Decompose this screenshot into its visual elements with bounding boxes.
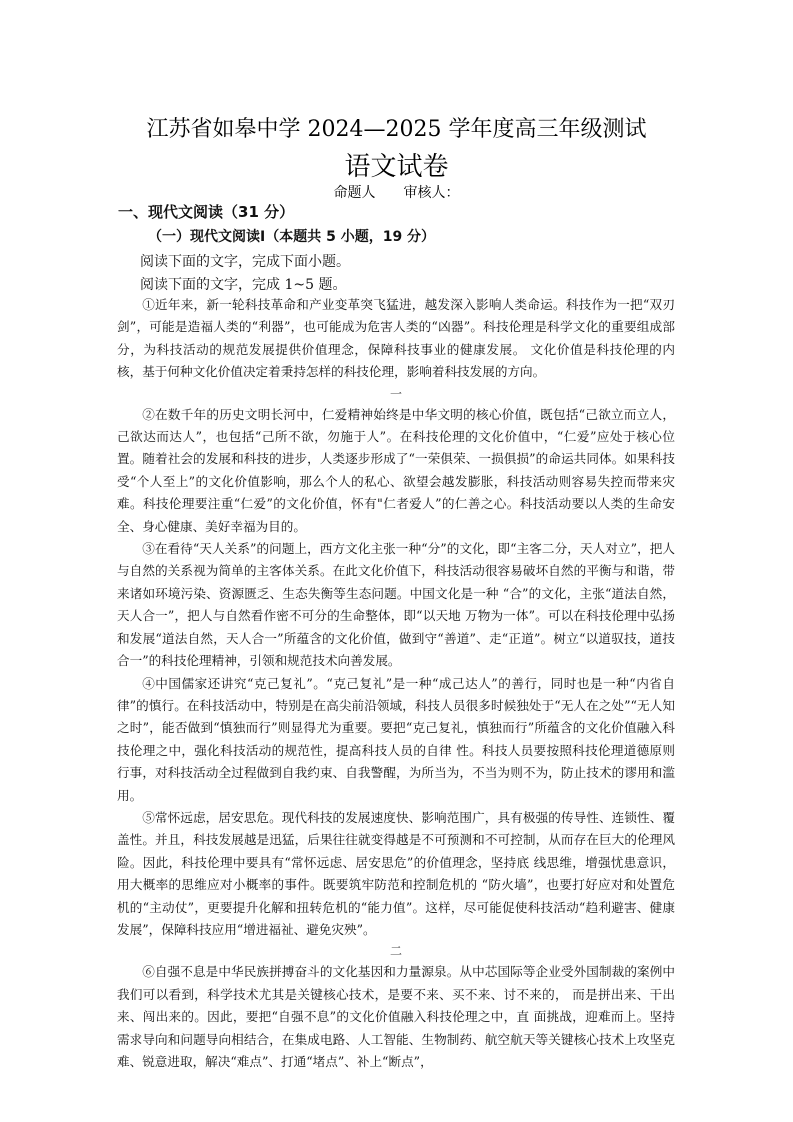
paragraph-1: ①近年来，新一轮科技革命和产业变革突飞猛进，越发深入影响人类命运。科技作为一把“双刃剑”，可能是造福人类的“利器”，也可能成为危害人类的“凶器”。科技伦理是科学文化的重要组成部分，为科技活动的规范发展提供价值理念，保障科技事业的健康发展。 文化价值是科技伦理的内核，基于何种文化价值决定着秉持怎样的科技伦理，影响着科技发展的方向。 — [117, 297, 675, 380]
paragraph-5: ⑤常怀远虑，居安思危。现代科技的发展速度快、影响范围广，具有极强的传导性、连锁性、覆盖性。并且，科技发展越是迅猛，后果往往就变得越是不可预测和不可控制，从而存在巨大的伦理风险。因此，科技伦理中要具有“常怀远虑、居安思危”的价值理念，坚持底 线思维，增强忧患意识，用大概率的思维应对小概率的事件。既要筑牢防范和控制危机的 “防火墙”，也要打好应对和处置危机的“主动仗”，更要提升化解和扭转危机的“能力值”。这样，尽可能促使科技活动“趋利避害、健康发展”，保障科技应用“增进福祉、避免灾殃”。 — [117, 809, 675, 937]
exam-title: 江苏省如皋中学 2024—2025 学年度高三年级测试 — [146, 117, 647, 142]
passage — [117, 294, 675, 1073]
subject-title: 语文试卷 — [344, 152, 449, 182]
paragraph-6: ⑥自强不息是中华民族拼搏奋斗的文化基因和力量源泉。从中芯国际等企业受外国制裁的案例中我们可以看到，科学技术尤其是关键核心技术，是要不来、买不来、讨不来的， 而是拼出来、干出来、闯出来的。因此，要把“自强不息”的文化价值融入科技伦理之中，直 面挑战，迎难而上。坚持需求导向和问题导向相结合，在集成电路、人工智能、生物制药、航空航天等关键核心技术上攻坚克难、锐意进取，解决“难点”、打通“堵点”、补上“断点”， — [117, 964, 675, 1069]
sub-section-heading: （一）现代文阅读Ⅰ（本题共 5 小题，19 分） — [148, 229, 436, 245]
section-marker-2: 二 — [389, 944, 402, 959]
section-heading: 一、现代文阅读（31 分） — [118, 203, 295, 221]
paragraph-4: ④中国儒家还讲究“克己复礼”。“克己复礼”是一种“成己达人”的善行，同时也是一种“内省自律”的慎行。在科技活动中，特别是在高尖前沿领域，科技人员很多时候独处于“无人在之处”“无人知之时”，能否做到“慎独而行”则显得尤为重要。要把“克己复礼，慎独而行”所蕴含的文化价值融入科技伦理之中，强化科技活动的规范性，提高科技人员的自律 性。科技人员要按照科技伦理道德原则行事，对科技活动全过程做到自我约束、自我警醒，为所当为，不当为则不为，防止技术的谬用和滥用。 — [117, 675, 675, 803]
reviewer-label: 审核人： — [403, 185, 460, 201]
paragraph-3: ③在看待“天人关系”的问题上，西方文化主张一种“分”的文化，即“主客二分，天人对立”，把人与自然的关系视为简单的主客体关系。在此文化价值下，科技活动很容易破坏自然的平衡与和谐，带来诸如环境污染、资源匮乏、生态失衡等生态问题。中国文化是一种 “合”的文化，主张“道法自然，天人合一”，把人与自然看作密不可分的生命整体，即“以天地 万物为一体”。可以在科技伦理中弘扬和发展“道法自然，天人合一”所蕴含的文化价值，做到守“善道”、走“正道”。树立“以道驭技，道技合一”的科技伦理精神，引领和规范技术向善发展。 — [117, 541, 675, 669]
instruction-line-2: 阅读下面的文字，完成 1~5 题。 — [140, 277, 347, 293]
author-label: 命题人 — [333, 185, 376, 201]
author-line — [0, 182, 793, 202]
section-marker-1: 一 — [389, 386, 402, 401]
paragraph-2: ②在数千年的历史文明长河中，仁爱精神始终是中华文明的核心价值，既包括“己欲立而立人，己欲达而达人”，也包括“己所不欲，勿施于人”。在科技伦理的文化价值中，“仁爱”应处于核心位置。随着社会的发展和科技的进步，人类逐步形成了“一荣俱荣、一损俱损”的命运共同体。如果科技受“个人至上”的文化价值影响，那么个人的私心、欲望会越发膨胀，科技活动则容易失控而带来灾难。科技伦理要注重“仁爱”的文化价值，怀有"仁者爱人”的仁善之心。科技活动要以人类的生命安全、身心健康、美好幸福为目的。 — [117, 406, 675, 534]
instruction-line-1: 阅读下面的文字，完成下面小题。 — [140, 254, 350, 270]
